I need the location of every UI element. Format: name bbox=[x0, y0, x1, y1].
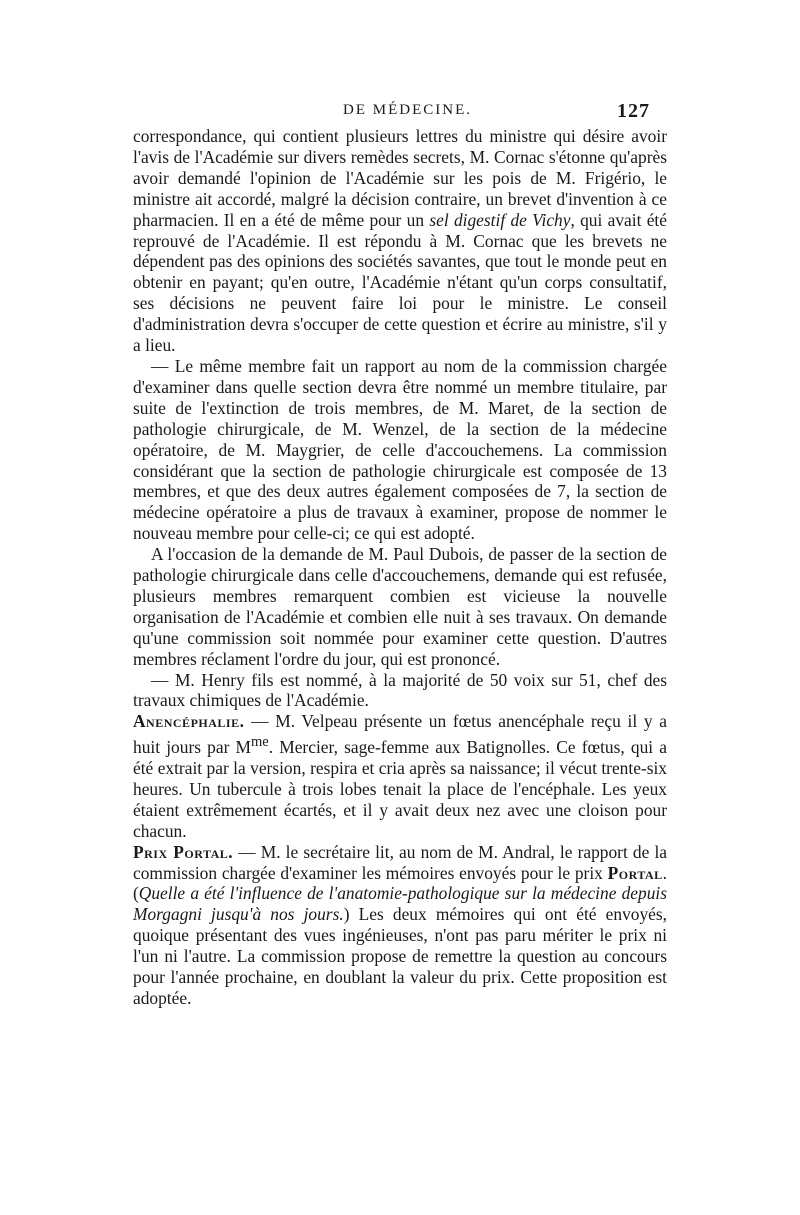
italic-prize-question: Quelle a été l'influence de l'anatomie-pathologique sur la médecine depuis Morgagni jusqu'à nos jours. bbox=[133, 883, 667, 925]
paragraph-commission-report: — Le même membre fait un rapport au nom de la commission chargée d'examiner dans quelle section devra être nommé un membre titulaire, par suite de l'extinction de trois membres, de M. Maret, de la section de pathologie chirurgicale, de M. Wenzel, de la section de la médecine opératoire, de M. Maygrier, de celle d'accouchemens. La commission considérant que la section de pathologie chirurgicale est composée de 13 membres, et que des deux autres également composées de 7, la section de médecine opératoire a plus de travaux à examiner, propose de nommer le nouveau membre pour celle-ci; ce qui est adopté. bbox=[133, 355, 667, 544]
paragraph-text: . ( bbox=[133, 862, 667, 904]
section-heading-prix-portal: Prix Portal. bbox=[133, 841, 234, 862]
superscript-me: me bbox=[251, 734, 269, 751]
paragraph-text: . Mercier, sage-femme aux Batignolles. Ce fœtus, qui a été extrait par la version, respira et cria après sa naissance; il vécut trente-six heures. Un tubercule à trois lobes tenait la place de l'encéphale. Les yeux étaient extrêmement écartés, et il y avait deux nez avec une cloison pour chacun. bbox=[133, 737, 668, 841]
body-text bbox=[133, 126, 667, 1009]
italic-remedy-name: sel digestif de Vichy bbox=[429, 209, 571, 230]
paragraph-dubois-request: A l'occasion de la demande de M. Paul Dubois, de passer de la section de pathologie chirurgicale dans celle d'accouchemens, demande qui est refusée, plusieurs membres remarquent combien est vicieuse la nouvelle organisation de l'Académie et combien elle nuit à ses travaux. On demande qu'une commission soit nommée pour examiner cette question. D'autres membres réclament l'ordre du jour, qui est prononcé. bbox=[133, 544, 667, 669]
running-head: DE MÉDECINE. bbox=[343, 102, 472, 118]
paragraph-text: ) Les deux mémoires qui ont été envoyés, quoique présentant des vues ingénieuses, n'ont pas paru mériter le prix ni l'un ni l'autre. La commission propose de remettre la question au concours pour l'année prochaine, en doublant la valeur du prix. Cette proposition est adoptée. bbox=[133, 904, 668, 1008]
paragraph-prix-portal bbox=[133, 842, 667, 1009]
paragraph-text: correspondance, qui contient plusieurs lettres du ministre qui désire avoir l'avis de l'Académie sur divers remèdes secrets, M. Cornac s'étonne qu'après avoir demandé l'opinion de l'Académie sur les pois de M. Frigério, le ministre ait accordé, malgré la décision contraire, un brevet d'invention à ce pharmacien. Il en a été de même pour un bbox=[133, 126, 667, 230]
page-number: 127 bbox=[617, 100, 650, 122]
page-header bbox=[0, 100, 800, 126]
paragraph-text: , qui avait été reprouvé de l'Académie. Il est répondu à M. Cornac que les brevets ne dépendent pas des opinions des sociétés savantes, que tout le monde peut en obtenir en payant; qu'en outre, l'Académie n'étant qu'un corps consultatif, ses décisions ne peuvent faire loi pour le ministre. Le conseil d'administration devra s'occuper de cette question et écrire au ministre, s'il y a lieu. bbox=[133, 209, 667, 356]
paragraph-henry-nomination: — M. Henry fils est nommé, à la majorité de 50 voix sur 51, chef des travaux chimiques de l'Académie. bbox=[133, 669, 667, 711]
paragraph-text: — M. le secrétaire lit, au nom de M. Andral, le rapport de la commission chargée d'examiner les mémoires envoyés pour le prix bbox=[133, 841, 667, 883]
section-heading-anencephalie: Anencéphalie. bbox=[133, 711, 245, 732]
paragraph-cornac bbox=[133, 126, 667, 356]
paragraph-anencephalie bbox=[133, 711, 667, 841]
paragraph-text: — M. Velpeau présente un fœtus anencéphale reçu il y a huit jours par M bbox=[133, 711, 667, 758]
prize-name: Portal bbox=[607, 862, 663, 883]
